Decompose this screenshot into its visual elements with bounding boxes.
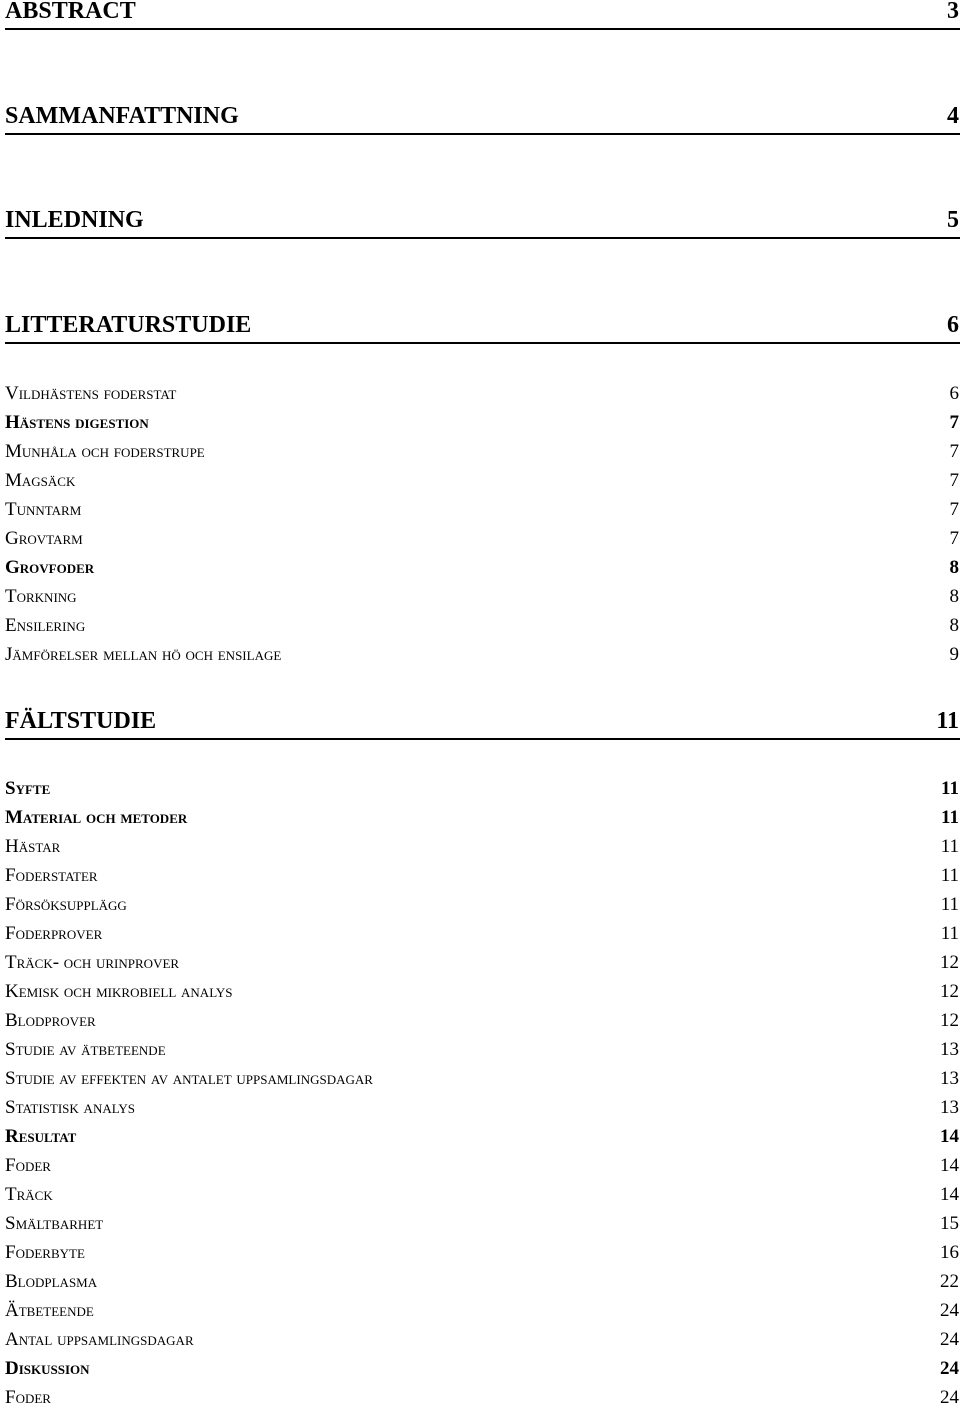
toc-entry-title: Antal uppsamlingsdagar [5, 1329, 194, 1350]
toc-entry-title: Vildhästens foderstat [5, 383, 177, 404]
toc-entry-title: Syfte [5, 778, 51, 799]
toc-entry[interactable] [5, 1271, 959, 1293]
toc-entry[interactable] [5, 615, 959, 637]
toc-entry-page: 8 [949, 586, 959, 607]
toc-entry-title: Blodplasma [5, 1271, 98, 1292]
toc-entry[interactable] [5, 1039, 959, 1061]
toc-heading-sammanfattning[interactable] [5, 103, 959, 133]
toc-entry[interactable] [5, 981, 959, 1003]
toc-entry[interactable] [5, 1126, 959, 1148]
toc-entry-title: Torkning [5, 586, 77, 607]
toc-entry-title: Tunntarm [5, 499, 82, 520]
toc-heading-litteraturstudie[interactable] [5, 312, 959, 342]
toc-entry[interactable] [5, 586, 959, 608]
toc-entry[interactable] [5, 470, 959, 492]
toc-entry-title: Träck [5, 1184, 53, 1205]
toc-entry-title: Foderbyte [5, 1242, 85, 1263]
toc-entry-page: 11 [941, 778, 959, 799]
heading-rule [5, 738, 960, 740]
toc-entry[interactable] [5, 1184, 959, 1206]
toc-entry[interactable] [5, 441, 959, 463]
toc-entry-title: Kemisk och mikrobiell analys [5, 981, 233, 1002]
toc-entry-page: 24 [940, 1358, 959, 1379]
toc-entry[interactable] [5, 1213, 959, 1235]
toc-entry-title: Studie av ätbeteende [5, 1039, 166, 1060]
toc-entry-page: 13 [940, 1097, 959, 1118]
toc-entry[interactable] [5, 1300, 959, 1322]
toc-entry-title: Ensilering [5, 615, 86, 636]
toc-entry-title: Foder [5, 1387, 51, 1408]
toc-entry-page: 7 [949, 499, 959, 520]
toc-heading-page: 4 [947, 103, 959, 129]
toc-heading-page: 3 [947, 0, 959, 24]
toc-entry-title: Material och metoder [5, 807, 188, 828]
toc-heading-inledning[interactable] [5, 207, 959, 237]
toc-heading-title: LITTERATURSTUDIE [5, 312, 252, 338]
toc-entry-title: Foderprover [5, 923, 103, 944]
toc-entry-page: 24 [940, 1300, 959, 1321]
toc-entry-page: 15 [940, 1213, 959, 1234]
toc-entry-page: 7 [949, 470, 959, 491]
toc-heading-title: SAMMANFATTNING [5, 103, 239, 129]
toc-entry-page: 12 [940, 952, 959, 973]
toc-entry[interactable] [5, 1242, 959, 1264]
toc-entry-title: Magsäck [5, 470, 76, 491]
heading-rule [5, 237, 960, 239]
heading-rule [5, 133, 960, 135]
toc-entry-page: 14 [940, 1126, 959, 1147]
toc-entry-page: 11 [941, 807, 959, 828]
toc-entry[interactable] [5, 528, 959, 550]
toc-entry-page: 13 [940, 1039, 959, 1060]
toc-entry-page: 9 [949, 644, 959, 665]
toc-entry[interactable] [5, 499, 959, 521]
toc-entry[interactable] [5, 1155, 959, 1177]
toc-entry-page: 11 [940, 865, 959, 886]
toc-entry[interactable] [5, 557, 959, 579]
toc-entry[interactable] [5, 894, 959, 916]
toc-entry[interactable] [5, 412, 959, 434]
toc-entry-page: 11 [940, 923, 959, 944]
toc-entry[interactable] [5, 1010, 959, 1032]
toc-entry-page: 13 [940, 1068, 959, 1089]
toc-entry[interactable] [5, 1097, 959, 1119]
toc-entry-title: Ätbeteende [5, 1300, 94, 1321]
toc-entry-title: Smältbarhet [5, 1213, 104, 1234]
toc-entry-page: 11 [940, 836, 959, 857]
heading-rule [5, 28, 960, 30]
toc-entry-page: 12 [940, 981, 959, 1002]
toc-entry[interactable] [5, 383, 959, 405]
toc-heading-title: FÄLTSTUDIE [5, 708, 157, 734]
toc-entry-page: 11 [940, 894, 959, 915]
heading-rule [5, 342, 960, 344]
toc-entry-page: 22 [940, 1271, 959, 1292]
toc-entry[interactable] [5, 778, 959, 800]
toc-entry-title: Blodprover [5, 1010, 96, 1031]
toc-entry-page: 16 [940, 1242, 959, 1263]
toc-entry[interactable] [5, 644, 959, 666]
toc-entry-page: 24 [940, 1329, 959, 1350]
toc-entry-title: Jämförelser mellan hö och ensilage [5, 644, 282, 665]
toc-entry-title: Träck- och urinprover [5, 952, 180, 973]
toc-entry-page: 12 [940, 1010, 959, 1031]
toc-entry-page: 14 [940, 1155, 959, 1176]
toc-entry-page: 7 [949, 528, 959, 549]
toc-entry-page: 6 [949, 383, 959, 404]
toc-entry-title: Grovfoder [5, 557, 95, 578]
toc-entry-title: Studie av effekten av antalet uppsamlingsdagar [5, 1068, 373, 1089]
toc-entry-title: Foderstater [5, 865, 98, 886]
toc-entry-title: Resultat [5, 1126, 77, 1147]
toc-entry[interactable] [5, 836, 959, 858]
toc-heading-faltstudie[interactable] [5, 708, 959, 738]
toc-entry-title: Hästens digestion [5, 412, 149, 433]
toc-entry[interactable] [5, 865, 959, 887]
toc-entry-page: 8 [949, 615, 959, 636]
toc-entry-title: Diskussion [5, 1358, 90, 1379]
toc-heading-abstract[interactable] [5, 0, 959, 28]
toc-entry[interactable] [5, 1358, 959, 1380]
toc-entry-page: 7 [949, 412, 959, 433]
toc-heading-page: 11 [936, 708, 959, 734]
toc-entry-title: Foder [5, 1155, 51, 1176]
toc-entry[interactable] [5, 1329, 959, 1351]
toc-entry[interactable] [5, 952, 959, 974]
toc-entry-page: 7 [949, 441, 959, 462]
toc-entry-title: Försöksupplägg [5, 894, 127, 915]
toc-entry-page: 14 [940, 1184, 959, 1205]
toc-entry[interactable] [5, 1068, 959, 1090]
toc-entry-title: Hästar [5, 836, 61, 857]
toc-entry-page: 8 [949, 557, 959, 578]
toc-entry-title: Munhåla och foderstrupe [5, 441, 205, 462]
toc-entry-page: 24 [940, 1387, 959, 1408]
toc-entry[interactable] [5, 1387, 959, 1409]
toc-entry[interactable] [5, 807, 959, 829]
toc-entry[interactable] [5, 923, 959, 945]
toc-heading-page: 6 [947, 312, 959, 338]
toc-entry-title: Grovtarm [5, 528, 83, 549]
toc-heading-title: INLEDNING [5, 207, 144, 233]
toc-entry-title: Statistisk analys [5, 1097, 135, 1118]
toc-heading-title: ABSTRACT [5, 0, 136, 24]
toc-heading-page: 5 [947, 207, 959, 233]
